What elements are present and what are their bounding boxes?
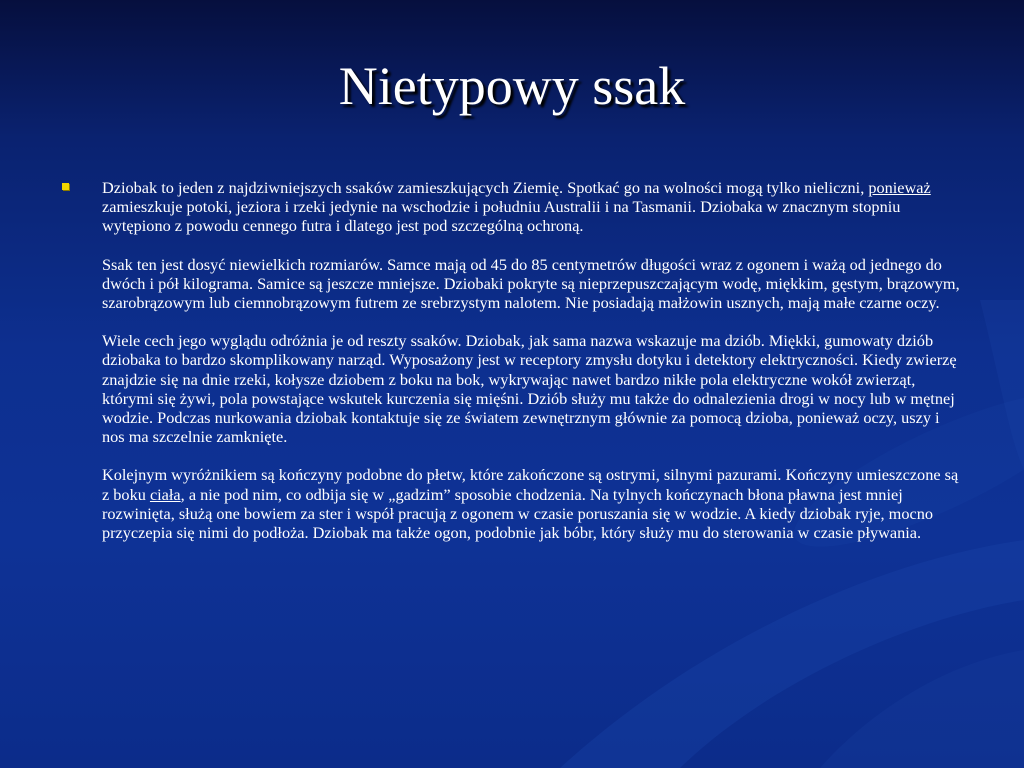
paragraph-3: Wiele cech jego wyglądu odróżnia je od reszty ssaków. Dziobak, jak sama nazwa wskazuje ma dziób. Miękki, gumowaty dziób dziobaka to bardzo skomplikowany narząd. Wyposażony jest w receptory zmysłu dotyku i detektory elektryczności. Kiedy zwierzę znajdzie się na dnie rzeki, kołysze dziobem z boku na bok, wykrywając nawet bardzo nikłe pola elektryczne wokół zwierząt, którymi się żywi, pola powstające wskutek kurczenia się mięśni. Dziób służy mu także do odnalezienia drogi w nocy lub w mętnej wodzie. Podczas nurkowania dziobak kontaktuje się ze światem zewnętrznym głównie za pomocą dzioba, ponieważ oczy, uszy i nos ma szczelnie zamknięte. — [102, 331, 957, 447]
slide-title: Nietypowy ssak — [338, 56, 686, 116]
paragraph-1 — [102, 178, 962, 236]
link-ciała[interactable]: ciała — [149, 484, 181, 504]
paragraph-4-text-a: Kolejnym wyróżnikiem są kończyny podobne do płetw, które zakończone są ostrymi, silnymi pazurami. Kończyny umieszczone są z boku — [102, 465, 959, 504]
slide-content — [62, 178, 962, 542]
paragraph-4-text-b: , a nie pod nim, co odbija się w „gadzim” sposobie chodzenia. Na tylnych kończynach błona pławna jest mniej rozwinięta, służą one bowiem za ster i współ pracują z ogonem w czasie poruszania się w wodzie. A kiedy dziobak ryje, mocno przyczepia się nimi do podłoża. Dziobak ma także ogon, podobnie jak bóbr, który służy mu do sterowania w czasie pływania. — [102, 484, 933, 543]
link-ponieważ[interactable]: ponieważ — [868, 178, 931, 197]
paragraph-4 — [102, 465, 962, 542]
paragraph-1-text-b: zamieszkuje potoki, jeziora i rzeki jedynie na wschodzie i południu Australii i na Tasmanii. Dziobaka w znacznym stopniu wytępiono z powodu cennego futra i dlatego jest pod szczególną ochroną. — [102, 197, 901, 236]
bullet-item — [62, 178, 962, 542]
square-bullet-icon — [62, 183, 69, 190]
paragraph-2: Ssak ten jest dosyć niewielkich rozmiarów. Samce mają od 45 do 85 centymetrów długości wraz z ogonem i ważą od jednego do dwóch i pół kilograma. Samice są jeszcze mniejsze. Dziobaki pokryte są nieprzepuszczającym wodę, miękkim, gęstym, brązowym, szarobrązowym lub ciemnobrązowym futrem ze srebrzystym nalotem. Nie posiadają małżowin usznych, mają małe czarne oczy. — [102, 254, 960, 313]
paragraph-1-text-a: Dziobak to jeden z najdziwniejszych ssaków zamieszkujących Ziemię. Spotkać go na wolności mogą tylko nieliczni, — [102, 178, 869, 197]
